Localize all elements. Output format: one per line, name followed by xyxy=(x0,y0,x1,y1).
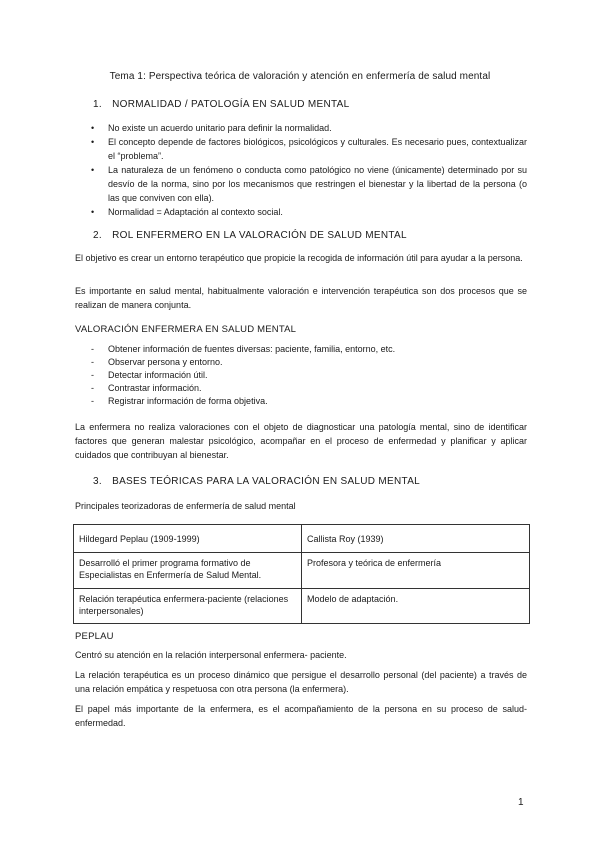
dash-icon: - xyxy=(91,370,94,380)
section-number: 2. xyxy=(93,230,102,241)
list-item: - Obtener información de fuentes diversas: paciente, familia, entorno, etc. xyxy=(91,344,396,354)
section-title: ROL ENFERMERO EN LA VALORACIÓN DE SALUD MENTAL xyxy=(112,230,407,241)
table-row xyxy=(74,525,530,553)
bullet-list xyxy=(75,121,527,219)
bullet-icon: • xyxy=(91,207,95,217)
subheading: VALORACIÓN ENFERMERA EN SALUD MENTAL xyxy=(75,324,297,335)
section-1-heading xyxy=(93,99,349,110)
section-3-heading xyxy=(93,476,420,487)
dash-icon: - xyxy=(91,396,94,406)
list-item: • El concepto depende de factores biológicos, psicológicos y culturales. Es necesario pues, contextualizar el “problema”. xyxy=(91,137,527,161)
paragraph: El objetivo es crear un entorno terapéutico que propicie la recogida de información útil para ayudar a la persona. xyxy=(75,253,523,263)
paragraph: Centró su atención en la relación interpersonal enfermera- paciente. xyxy=(75,650,347,660)
list-item: • No existe un acuerdo unitario para definir la normalidad. xyxy=(91,123,332,133)
table-row xyxy=(74,553,530,589)
list-item: • La naturaleza de un fenómeno o conducta como patológico no viene (únicamente) determinado por su desvío de la norma, sino por los mecanismos que restringen el bienestar y la libertad de la persona (o las que conviven con ella). xyxy=(91,165,527,203)
table-cell: Hildegard Peplau (1909-1999) xyxy=(74,525,302,553)
subheading: PEPLAU xyxy=(75,631,114,642)
dash-list xyxy=(75,343,527,408)
table-cell: Modelo de adaptación. xyxy=(302,589,530,624)
table-cell: Profesora y teórica de enfermería xyxy=(302,553,530,589)
dash-icon: - xyxy=(91,357,94,367)
list-item: - Contrastar información. xyxy=(91,383,202,393)
theorists-table xyxy=(73,524,530,624)
bullet-icon: • xyxy=(91,165,95,175)
section-number: 3. xyxy=(93,476,102,487)
paragraph: La enfermera no realiza valoraciones con el objeto de diagnosticar una patología mental, sino de identificar factores que generan malestar psicológico, acompañar en el proceso de enfermedad y planificar y aplicar cuidados que contribuyan al bienestar. xyxy=(75,422,527,460)
section-number: 1. xyxy=(93,99,102,110)
paragraph: Principales teorizadoras de enfermería de salud mental xyxy=(75,501,296,511)
list-item: - Detectar información útil. xyxy=(91,370,208,380)
table-cell: Callista Roy (1939) xyxy=(302,525,530,553)
page-number: 1 xyxy=(518,797,524,808)
table-cell: Desarrolló el primer programa formativo de Especialistas en Enfermería de Salud Mental. xyxy=(74,553,302,589)
list-item: - Registrar información de forma objetiva. xyxy=(91,396,268,406)
paragraph: La relación terapéutica es un proceso dinámico que persigue el desarrollo personal (del paciente) a través de una relación empática y respetuosa con otra persona (la enfermera). xyxy=(75,670,527,694)
paragraph: El papel más importante de la enfermera, es el acompañamiento de la persona en su proceso de salud-enfermedad. xyxy=(75,704,527,728)
paragraph: Es importante en salud mental, habitualmente valoración e intervención terapéutica son dos procesos que se realizan de manera conjunta. xyxy=(75,286,527,310)
dash-icon: - xyxy=(91,344,94,354)
list-item: - Observar persona y entorno. xyxy=(91,357,223,367)
section-title: BASES TEÓRICAS PARA LA VALORACIÓN EN SALUD MENTAL xyxy=(112,476,421,487)
bullet-icon: • xyxy=(91,137,95,147)
bullet-icon: • xyxy=(91,123,95,133)
table-row xyxy=(74,589,530,624)
section-2-heading xyxy=(93,230,407,241)
section-title: NORMALIDAD / PATOLOGÍA EN SALUD MENTAL xyxy=(112,99,350,110)
document-title: Tema 1: Perspectiva teórica de valoración y atención en enfermería de salud mental xyxy=(109,71,491,82)
table-cell: Relación terapéutica enfermera-paciente (relaciones interpersonales) xyxy=(74,589,302,624)
list-item: • Normalidad = Adaptación al contexto social. xyxy=(91,207,283,217)
dash-icon: - xyxy=(91,383,94,393)
